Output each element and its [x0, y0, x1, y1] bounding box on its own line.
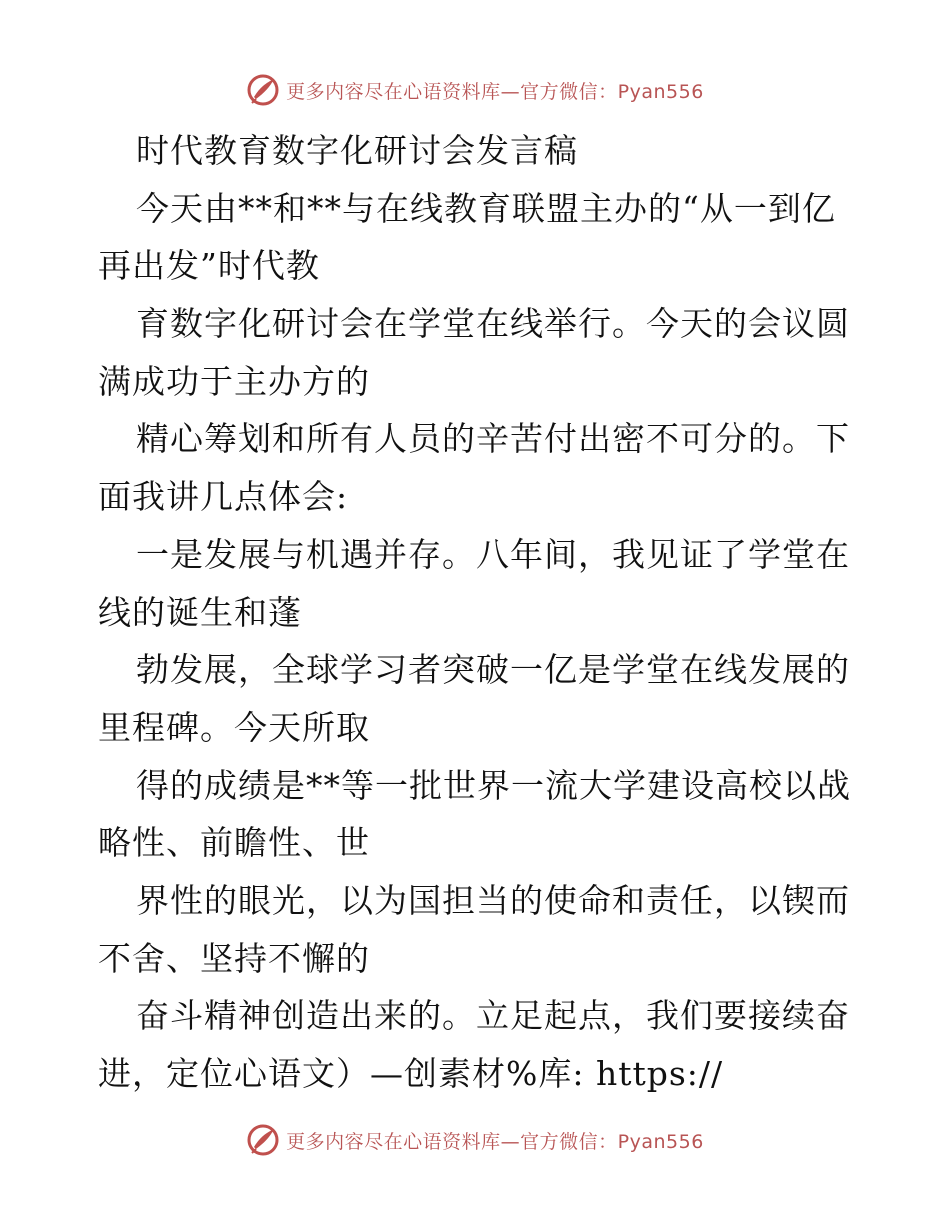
paragraph-line: 面我讲几点体会:: [98, 477, 349, 517]
paragraph-line: 育数字化研讨会在学堂在线举行。今天的会议圆: [136, 304, 850, 344]
footer-watermark: [0, 1120, 950, 1160]
quill-logo-icon: [246, 1123, 280, 1157]
paragraph-line: 不舍、坚持不懈的: [98, 938, 370, 978]
paragraph-line: 略性、前瞻性、世: [98, 823, 370, 863]
paragraph-line: 界性的眼光，以为国担当的使命和责任，以锲而: [136, 880, 850, 920]
header-watermark: [0, 70, 950, 110]
paragraph-line: 再出发”时代教: [98, 246, 320, 286]
paragraph-line: 线的诞生和蓬: [98, 592, 302, 632]
watermark-text: 更多内容尽在心语资料库—官方微信：Pyan556: [286, 1130, 704, 1153]
paragraph-line: 进，定位心语文）—创素材%库: https://: [98, 1054, 724, 1093]
paragraph-line: 勃发展，全球学习者突破一亿是学堂在线发展的: [136, 650, 850, 690]
paragraph-line: 一是发展与机遇并存。八年间，我见证了学堂在: [136, 534, 850, 574]
quill-logo-icon: [246, 73, 280, 107]
paragraph-line: 里程碑。今天所取: [98, 707, 370, 747]
paragraph-line: 精心筹划和所有人员的辛苦付出密不可分的。下: [136, 419, 850, 459]
document-body: [98, 122, 858, 1103]
paragraph-line: 满成功于主办方的: [98, 361, 370, 401]
watermark-text: 更多内容尽在心语资料库—官方微信：Pyan556: [286, 80, 704, 103]
paragraph-line: 奋斗精神创造出来的。立足起点，我们要接续奋: [136, 996, 850, 1036]
document-title: 时代教育数字化研讨会发言稿: [136, 131, 578, 170]
paragraph-line: 今天由**和**与在线教育联盟主办的“从一到亿: [136, 188, 836, 228]
paragraph-line: 得的成绩是**等一批世界一流大学建设高校以战: [136, 765, 851, 805]
